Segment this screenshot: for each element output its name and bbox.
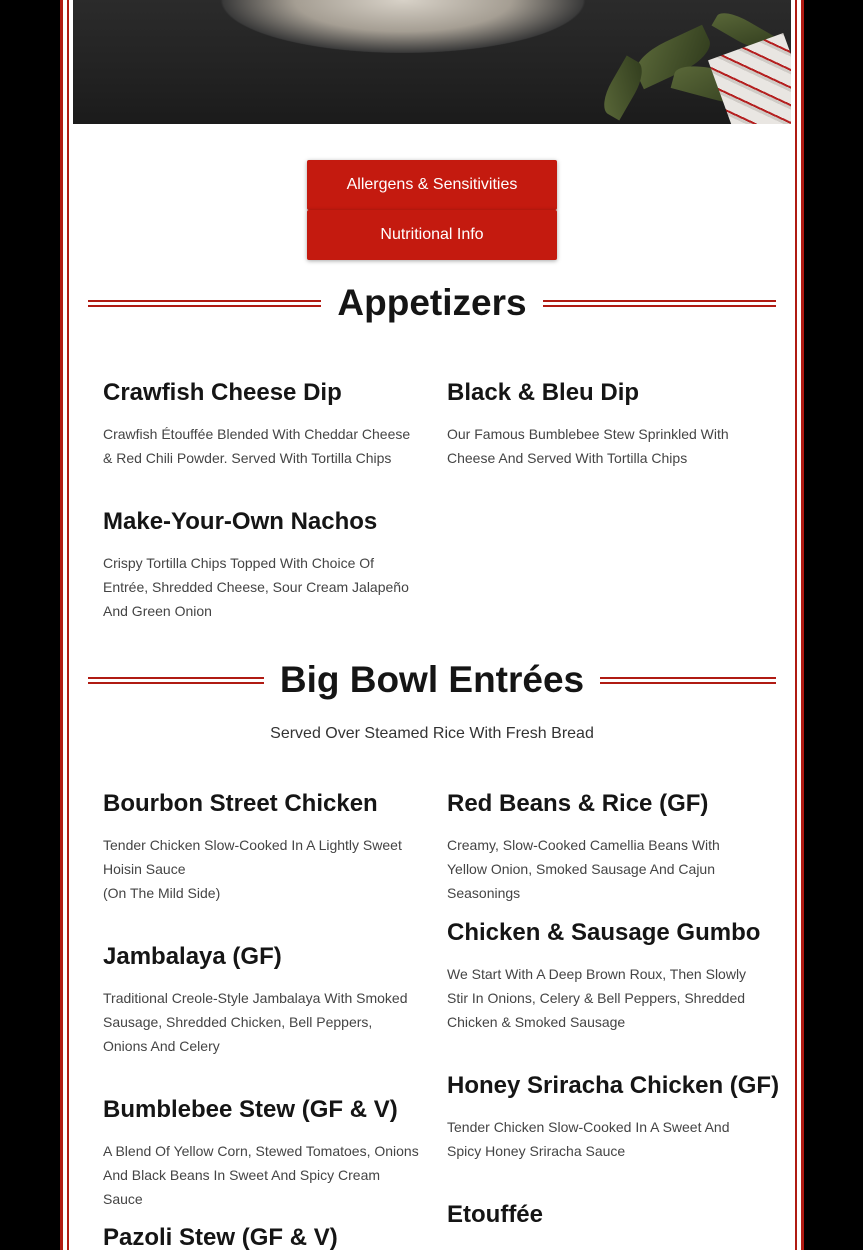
- menu-item-name: Make-Your-Own Nachos: [103, 508, 378, 535]
- nutritional-info-button[interactable]: Nutritional Info: [307, 210, 557, 260]
- header-rule-right: [600, 677, 776, 684]
- menu-item: [103, 507, 419, 623]
- header-rule-left: [88, 677, 264, 684]
- menu-item-name: Honey Sriracha Chicken (GF): [447, 1072, 780, 1099]
- menu-item: [447, 918, 763, 1034]
- header-rule-left: [88, 300, 321, 307]
- menu-item-description: Traditional Creole-Style Jambalaya With Smoked Sausage, Shredded Chicken, Bell Peppers, Onions And Celery: [103, 990, 408, 1054]
- menu-item-description: Crawfish Étouffée Blended With Cheddar Cheese & Red Chili Powder. Served With Tortilla Chips: [103, 426, 411, 466]
- menu-item-description: A Blend Of Yellow Corn, Stewed Tomatoes, Onions And Black Beans In Sweet And Spicy Cream Sauce: [103, 1143, 419, 1207]
- menu-item: [103, 942, 419, 1058]
- menu-item: [447, 789, 763, 905]
- section-title-entrees: Big Bowl Entrées: [279, 659, 585, 700]
- menu-item-description: Tender Chicken Slow-Cooked In A Sweet And Spicy Honey Sriracha Sauce: [447, 1119, 730, 1159]
- menu-item-name: Bourbon Street Chicken: [103, 790, 378, 817]
- menu-item: [103, 789, 419, 905]
- menu-item-name: Etouffée: [447, 1201, 543, 1228]
- menu-item-name: Chicken & Sausage Gumbo: [447, 919, 761, 946]
- menu-item-description: Crispy Tortilla Chips Topped With Choice Of Entrée, Shredded Cheese, Sour Cream Jalapeño And Green Onion: [103, 555, 409, 619]
- appetizers-header: [88, 282, 776, 324]
- menu-item: [447, 1200, 763, 1230]
- menu-item-name: Pazoli Stew (GF & V): [103, 1224, 338, 1250]
- menu-item-description: We Start With A Deep Brown Roux, Then Slowly Stir In Onions, Celery & Bell Peppers, Shredded Chicken & Smoked Sausage: [447, 966, 747, 1030]
- menu-item-description: Creamy, Slow-Cooked Camellia Beans With Yellow Onion, Smoked Sausage And Cajun Seasonings: [447, 837, 720, 901]
- section-title-appetizers: Appetizers: [337, 282, 527, 323]
- menu-item: [447, 1071, 780, 1163]
- menu-item-name: Crawfish Cheese Dip: [103, 379, 342, 406]
- allergens-button[interactable]: Allergens & Sensitivities: [307, 160, 557, 210]
- left-border: [60, 0, 72, 1250]
- menu-item: [447, 378, 763, 470]
- menu-item: [103, 1223, 419, 1250]
- entrees-subtitle: Served Over Steamed Rice With Fresh Bread: [270, 725, 594, 742]
- menu-item-name: Jambalaya (GF): [103, 943, 282, 970]
- menu-item-name: Bumblebee Stew (GF & V): [103, 1096, 398, 1123]
- menu-item-name: Red Beans & Rice (GF): [447, 790, 709, 817]
- entrees-header: [88, 659, 776, 701]
- menu-item-description: Our Famous Bumblebee Stew Sprinkled With Cheese And Served With Tortilla Chips: [447, 426, 729, 466]
- menu-item: [103, 1095, 419, 1211]
- right-border: [792, 0, 804, 1250]
- hero-food-photo: [73, 0, 791, 124]
- menu-page: [60, 0, 804, 1250]
- menu-item-name: Black & Bleu Dip: [447, 379, 640, 406]
- header-rule-right: [543, 300, 776, 307]
- menu-item: [103, 378, 419, 470]
- menu-item-description: Tender Chicken Slow-Cooked In A Lightly Sweet Hoisin Sauce (On The Mild Side): [103, 837, 402, 901]
